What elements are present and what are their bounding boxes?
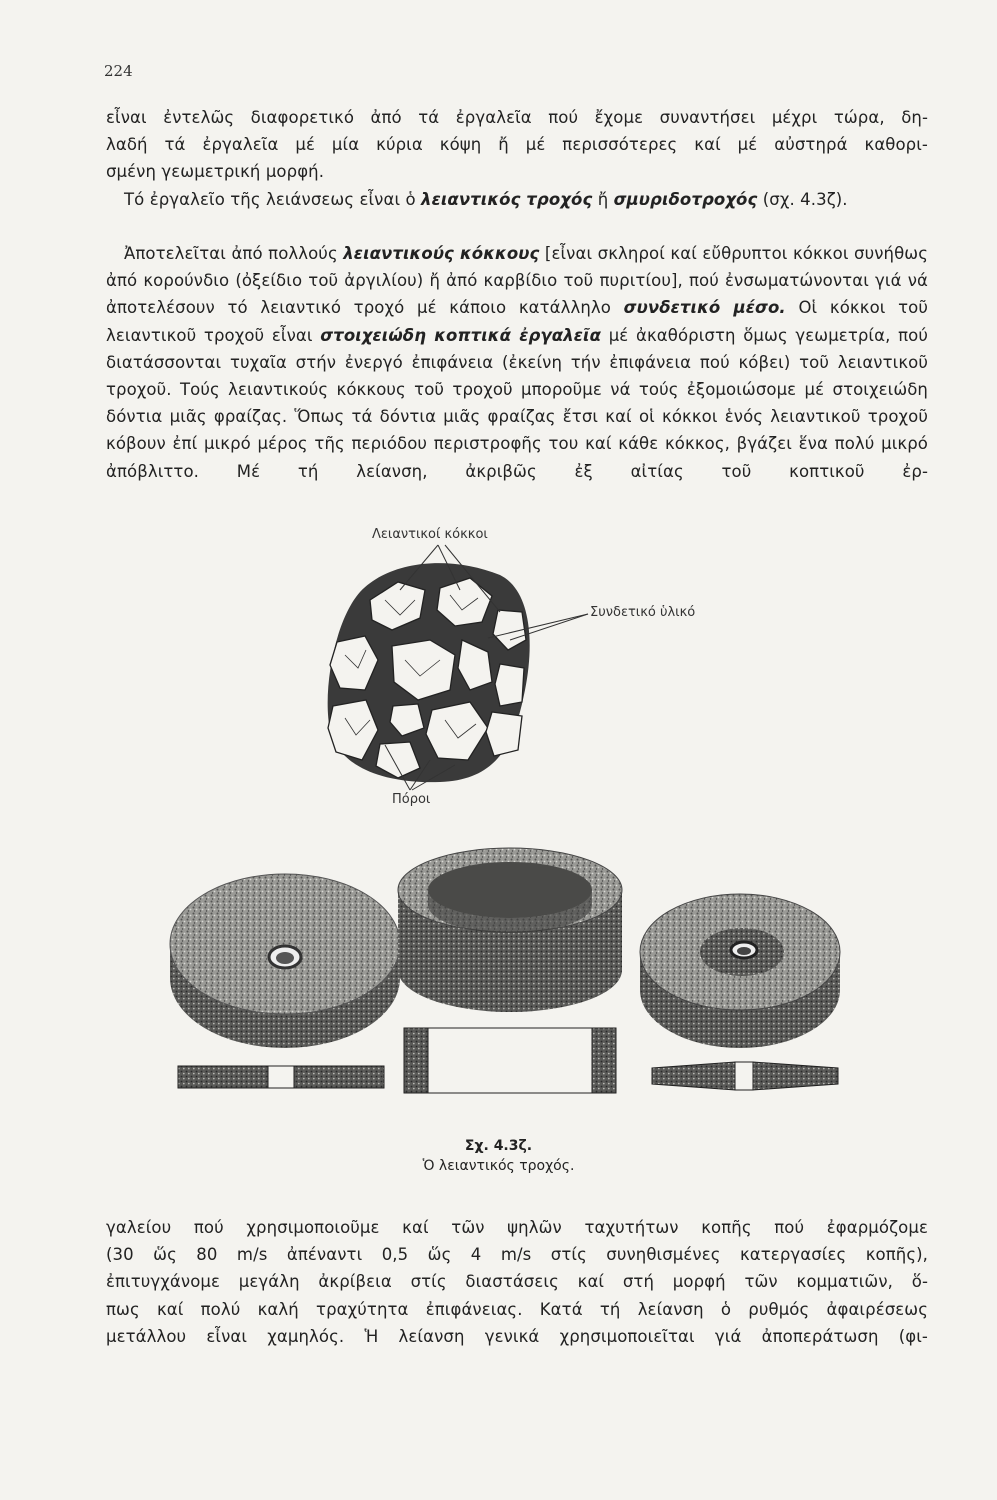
term-cutting-tools: στοιχειώδη κοπτικά ἐργαλεῖα	[320, 325, 602, 345]
term-emery-wheel: σμυριδοτροχός	[613, 190, 758, 209]
recessed-wheel-cross-section	[652, 1062, 838, 1090]
figure-title: Ὁ λειαντικός τροχός.	[422, 1158, 575, 1174]
text-line: λαδή τά ἐργαλεῖα μέ μία κύρια κόψη ἤ μέ περισσότερες καί μέ αὐστηρά καθορι-	[106, 135, 928, 155]
text-line: γαλείου πού χρησιμοποιοῦμε καί τῶν ψηλῶν ταχυτήτων κοπῆς πού ἐφαρμόζομε	[106, 1218, 928, 1237]
text-line: ἐπιτυγχάνομε μεγάλη ἀκρίβεια στίς διαστάσεις καί στή μορφή τῶν κομματιῶν, ὅ-	[106, 1272, 928, 1292]
term-abrasive-grains: λειαντικούς κόκκους	[343, 244, 540, 263]
text-line: (30 ὥς 80 m/s ἀπέναντι 0,5 ὥς 4 m/s στίς συνηθισμένες κατεργασίες κοπῆς),	[106, 1245, 928, 1265]
label-pores: Πόροι	[392, 792, 431, 807]
figure-label: Σχ. 4.3ζ.	[464, 1138, 533, 1154]
text-line: πως καί πολύ καλή τραχύτητα ἐπιφάνειας. Κατά τή λείανση ὁ ρυθμός ἀφαιρέσεως	[106, 1299, 928, 1319]
label-bonding-material: Συνδετικό ὑλικό	[590, 605, 696, 620]
figure-caption	[0, 1138, 997, 1174]
ring-wheel-cross-section	[404, 1028, 616, 1093]
paragraph-composition: Ἀποτελεῖται ἀπό πολλούς λειαντικούς κόκκους [εἶναι σκληροί καί εὔθρυπτοι κόκκοι συνήθως ἀπό κορούνδιο (ὀξείδιο τοῦ ἀργιλίου) ἤ ἀπό καρβίδιο τοῦ πυριτίου], πού ἐνσωματώνονται γιά νά ἀποτελέσουν τό λειαντικό τροχό μέ κάποιο κατάλληλο συνδετικό μέσο. Οἱ κόκκοι τοῦ λειαντικοῦ τροχοῦ εἶναι στοιχειώδη κοπτικά ἐργαλεῖα μέ ἀκαθόριστη ὅμως γεωμετρία, πού διατάσσονται τυχαῖα στήν ἐνεργό ἐπιφάνεια (ἐκείνη τήν ἐπιφάνεια πού κόβει) τοῦ λειαντικοῦ τροχοῦ. Τούς λειαντικούς κόκκους τοῦ τροχοῦ μποροῦμε νά τούς ἐξομοιώσομε μέ στοιχειώδη δόντια μιᾶς φραίζας. Ὅπως τά δόντια μιᾶς φραίζας ἔτσι καί οἱ κόκκοι ἑνός λειαντικοῦ τροχοῦ κόβουν ἐπί μικρό μέρος τῆς περιόδου περιστροφῆς του καί κάθε κόκκος, βγάζει ἕνα πολύ μικρό ἀπόβλιττο. Μέ τή λείανση, ἀκριβῶς ἐξ αἰτίας τοῦ κοπτικοῦ ἐρ-	[106, 244, 928, 481]
term-bonding-medium: συνδετικό μέσο.	[623, 298, 786, 318]
recessed-grinding-wheel	[640, 894, 840, 1048]
text-line: σμένη γεωμετρική μορφή.	[106, 162, 325, 182]
text-line: μετάλλου εἶναι χαμηλός. Ἡ λείανση γενικά χρησιμοποιεῖται γιά ἀποπεράτωση (φι-	[106, 1326, 928, 1346]
term-abrasive-wheel: λειαντικός τροχός	[421, 190, 593, 209]
paragraph-definition: Τό ἐργαλεῖο τῆς λειάνσεως εἶναι ὁ λειαντικός τροχός ἤ σμυριδοτροχός (σχ. 4.3ζ).	[124, 190, 848, 209]
paragraph-precision	[106, 1214, 928, 1350]
page-number: 224	[104, 62, 133, 80]
label-abrasive-grains: Λειαντικοί κόκκοι	[372, 527, 488, 542]
flat-wheel-cross-section	[178, 1066, 384, 1088]
text-line: εἶναι ἐντελῶς διαφορετικό ἀπό τά ἐργαλεῖα πού ἔχομε συναντήσει μέχρι τώρα, δη-	[106, 108, 928, 127]
flat-grinding-wheel	[170, 874, 400, 1048]
ring-grinding-wheel	[398, 848, 622, 1012]
